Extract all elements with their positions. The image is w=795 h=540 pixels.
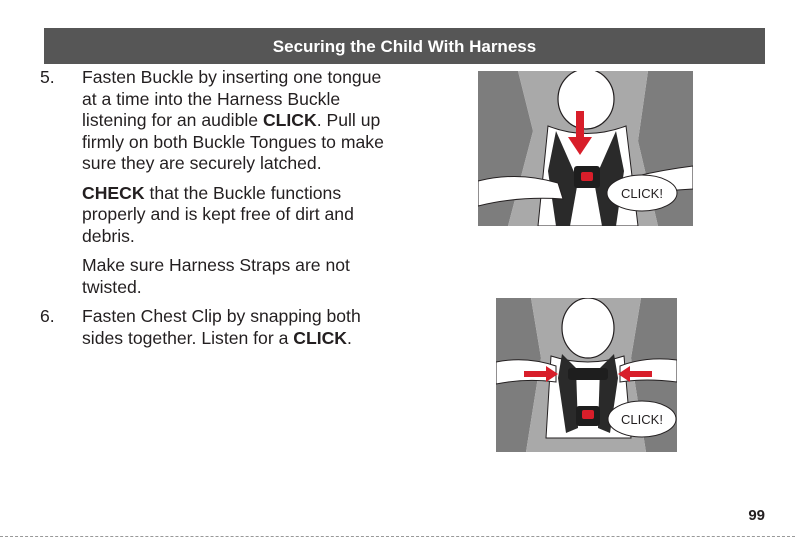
down-arrow-icon: [576, 111, 584, 139]
chest-clip-illustration: [496, 298, 677, 452]
step-5-paragraph-2: CHECK that the Buckle functions properly and is kept free of dirt and debris.: [82, 182, 354, 246]
section-title: Securing the Child With Harness: [272, 37, 537, 56]
click-callout: CLICK!: [621, 412, 663, 427]
step-number: 6.: [40, 306, 55, 326]
step-5-paragraph-3: Make sure Harness Straps are not twisted.: [82, 255, 350, 297]
chest-clip: [568, 368, 608, 380]
step-6-paragraph-1: Fasten Chest Clip by snapping both sides together. Listen for a CLICK.: [82, 306, 361, 348]
step-5: [40, 67, 400, 306]
buckle-illustration: [478, 71, 693, 226]
right-arrow-icon: [524, 371, 548, 377]
child-head: [558, 71, 614, 129]
instruction-steps: [40, 67, 400, 357]
section-header: [44, 28, 765, 64]
step-number: 5.: [40, 67, 55, 87]
page-bottom-rule: [0, 536, 795, 537]
child-head: [562, 298, 614, 358]
left-arrow-icon: [628, 371, 652, 377]
page-number: 99: [748, 507, 765, 524]
step-6: [40, 306, 400, 357]
click-callout: CLICK!: [621, 186, 663, 201]
step-5-paragraph-1: Fasten Buckle by inserting one tongue at a time into the Harness Buckle listening for an audible CLICK. Pull up firmly on both Buckle Tongues to make sure they are securely latched.: [82, 67, 384, 173]
